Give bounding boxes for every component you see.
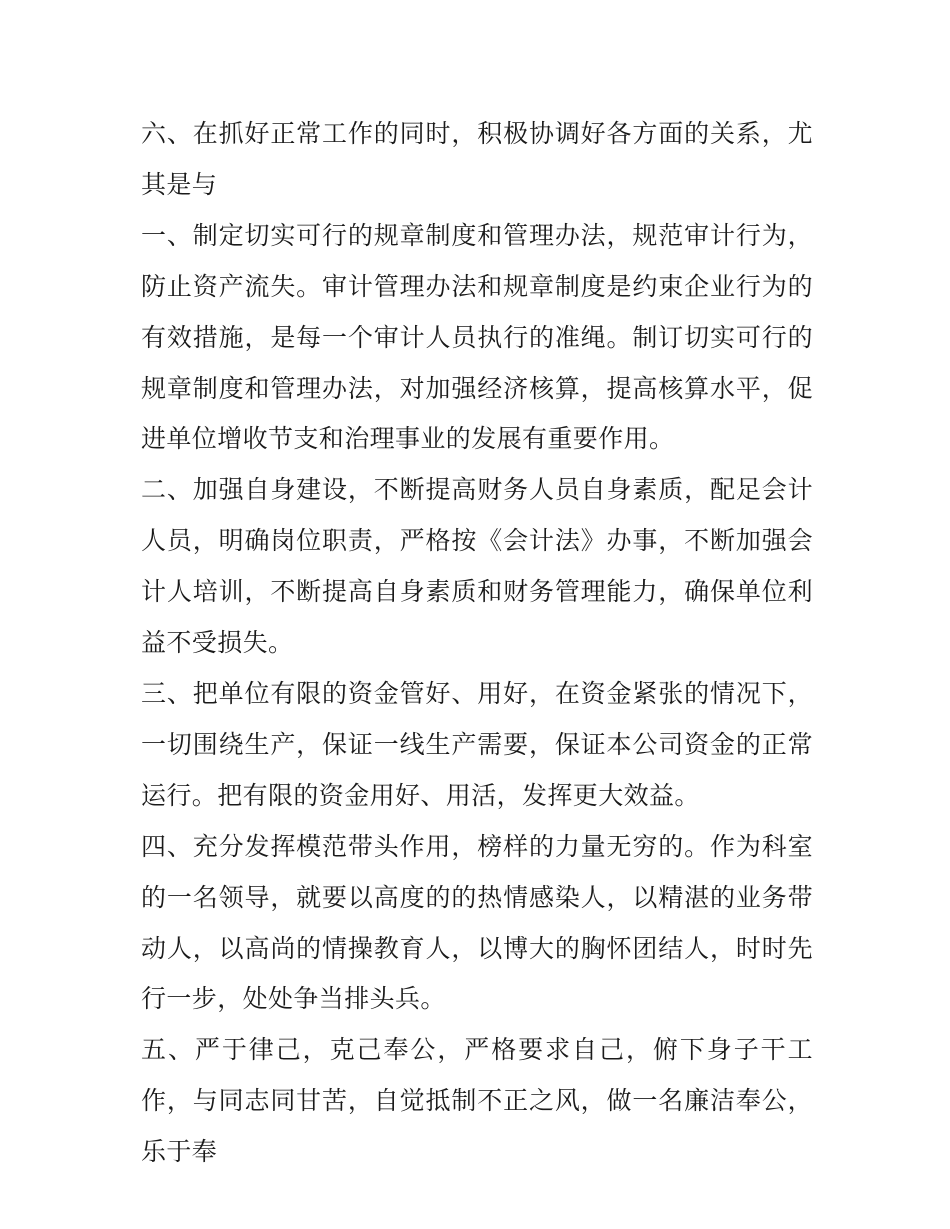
- paragraph-section-6-intro: 六、在抓好正常工作的同时，积极协调好各方面的关系，尤其是与: [141, 119, 813, 199]
- paragraph-section-4: 四、充分发挥模范带头作用，榜样的力量无穷的。作为科室的一名领导，就要以高度的的热情感染人，以精湛的业务带动人，以高尚的情操教育人，以博大的胸怀团结人，时时先行一步，处处争当排头兵。: [141, 831, 813, 1014]
- paragraph-section-2: 二、加强自身建设，不断提高财务人员自身素质，配足会计人员，明确岗位职责，严格按《会计法》办事，不断加强会计人培训，不断提高自身素质和财务管理能力，确保单位利益不受损失。: [141, 475, 813, 658]
- paragraph-section-3: 三、把单位有限的资金管好、用好，在资金紧张的情况下，一切围绕生产，保证一线生产需要，保证本公司资金的正常运行。把有限的资金用好、用活，发挥更大效益。: [141, 678, 813, 810]
- paragraph-section-1: 一、制定切实可行的规章制度和管理办法，规范审计行为，防止资产流失。审计管理办法和规章制度是约束企业行为的有效措施，是每一个审计人员执行的准绳。制订切实可行的规章制度和管理办法，对加强经济核算，提高核算水平，促进单位增收节支和治理事业的发展有重要作用。: [141, 220, 813, 454]
- paragraph-section-5: 五、严于律己，克己奉公，严格要求自己，俯下身子干工作，与同志同甘苦，自觉抵制不正之风，做一名廉洁奉公，乐于奉: [141, 1035, 813, 1167]
- document-body: [141, 109, 813, 1178]
